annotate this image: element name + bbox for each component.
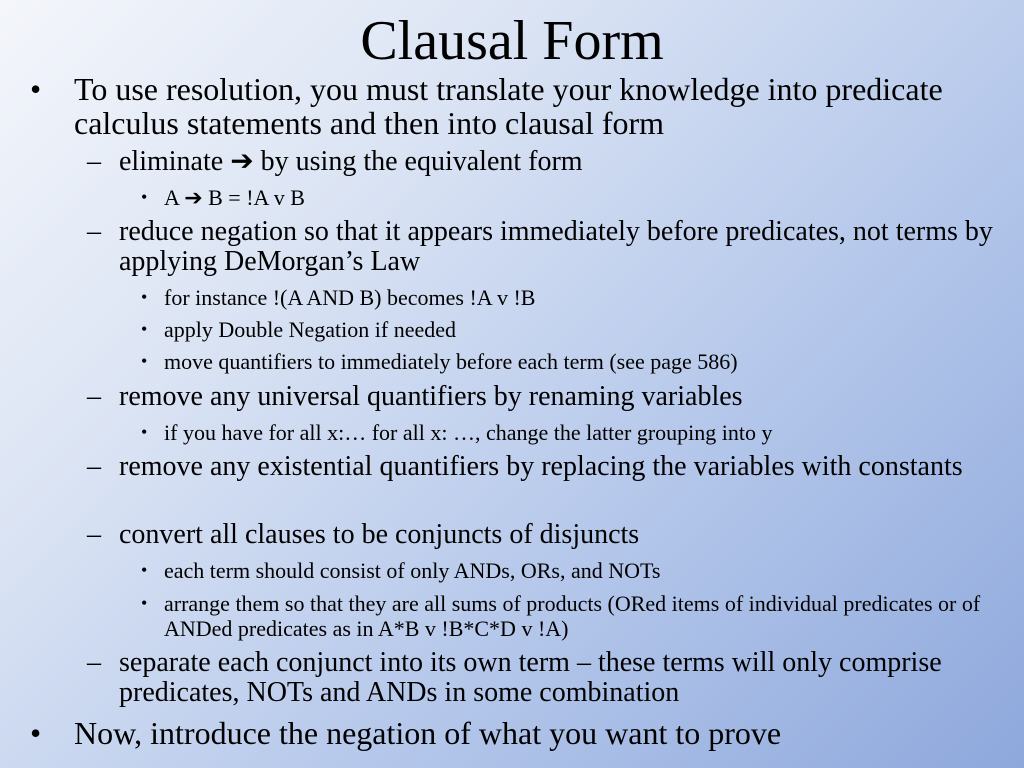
bullet-text-post: B = !A v B bbox=[208, 185, 305, 210]
bullet-text: move quantifiers to immediately before each term (see page 586) bbox=[164, 349, 738, 374]
bullet-text-pre: A bbox=[164, 185, 179, 210]
bullet-marker: – bbox=[87, 647, 101, 678]
bullet-level1 bbox=[30, 71, 994, 141]
bullet-text: To use resolution, you must translate your knowledge into predicate calculus statements and then into clausal form bbox=[74, 71, 943, 141]
bullet-level3 bbox=[141, 285, 1004, 310]
bullet-marker: • bbox=[141, 187, 148, 207]
bullet-text: arrange them so that they are all sums of products (ORed items of individual predicates or of ANDed predicates as in A*B v !B*C*D v !A) bbox=[164, 591, 981, 641]
bullet-marker: • bbox=[141, 287, 148, 307]
right-arrow-icon: ➔ bbox=[184, 185, 203, 210]
bullet-level2 bbox=[87, 381, 999, 412]
bullet-text: for instance !(A AND B) becomes !A v !B bbox=[164, 285, 536, 310]
slide-title: Clausal Form bbox=[360, 10, 664, 72]
bullet-level2 bbox=[87, 647, 999, 708]
bullet-marker: – bbox=[87, 451, 101, 482]
bullet-level2 bbox=[87, 216, 999, 277]
bullet-text: apply Double Negation if needed bbox=[164, 317, 457, 342]
bullet-marker: • bbox=[30, 71, 42, 107]
bullet-level3 bbox=[141, 317, 1004, 342]
right-arrow-icon: ➔ bbox=[230, 146, 254, 177]
bullet-text: each term should consist of only ANDs, ORs, and NOTs bbox=[164, 558, 661, 583]
bullet-text: reduce negation so that it appears immediately before predicates, not terms by applying DeMorgan’s Law bbox=[119, 216, 993, 277]
bullet-marker: – bbox=[87, 146, 101, 177]
bullet-text: if you have for all x:… for all x: …, change the latter grouping into y bbox=[164, 420, 773, 445]
bullet-level2 bbox=[87, 519, 999, 550]
bullet-text: convert all clauses to be conjuncts of disjuncts bbox=[119, 519, 640, 550]
bullet-marker: • bbox=[141, 593, 148, 613]
bullet-level3 bbox=[141, 349, 1004, 374]
bullet-marker: • bbox=[30, 715, 42, 751]
bullet-text: remove any universal quantifiers by renaming variables bbox=[119, 381, 743, 412]
bullet-marker: • bbox=[141, 319, 148, 339]
bullet-level3 bbox=[141, 591, 1004, 641]
bullet-marker: • bbox=[141, 560, 148, 580]
bullet-marker: • bbox=[141, 422, 148, 442]
bullet-text-post: by using the equivalent form bbox=[260, 146, 583, 177]
bullet-marker: – bbox=[87, 381, 101, 412]
bullet-marker: • bbox=[141, 351, 148, 371]
bullet-marker: – bbox=[87, 216, 101, 247]
bullet-level3 bbox=[141, 420, 1004, 445]
bullet-level2 bbox=[87, 146, 999, 177]
bullet-text-pre: eliminate bbox=[119, 146, 224, 177]
bullet-text: separate each conjunct into its own term – these terms will only comprise predicates, NOTs and ANDs in some combination bbox=[119, 647, 942, 708]
bullet-text: Now, introduce the negation of what you want to prove bbox=[74, 715, 782, 751]
bullet-level1 bbox=[30, 715, 994, 751]
bullet-text: remove any existential quantifiers by replacing the variables with constants bbox=[119, 451, 963, 482]
bullet-level2 bbox=[87, 451, 999, 482]
bullet-level3 bbox=[141, 558, 1004, 583]
bullet-level3 bbox=[141, 185, 1004, 210]
bullet-marker: – bbox=[87, 519, 101, 550]
